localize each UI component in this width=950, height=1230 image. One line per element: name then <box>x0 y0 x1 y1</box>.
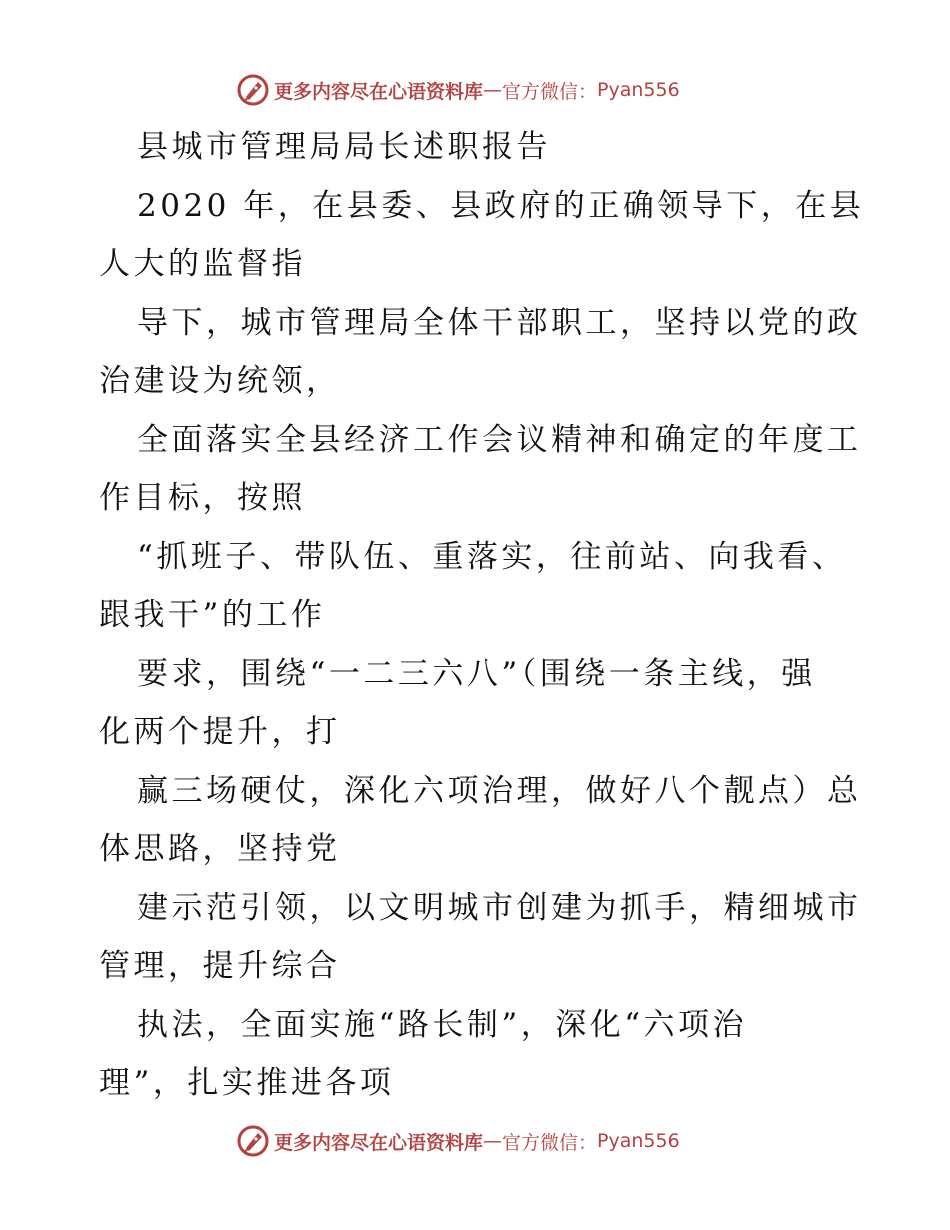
header-brand-text: 更多内容尽在心语资料库 <box>274 80 484 103</box>
paragraph-line: 治建设为统领， <box>99 363 341 399</box>
paragraph-line: 执法，全面实施“路长制”，深化“六项治 <box>137 1007 748 1043</box>
footer-wechat-id: Pyan556 <box>597 1130 680 1152</box>
paragraph-line: 体思路，坚持党 <box>99 831 341 867</box>
paragraph-line: “抓班子、带队伍、重落实，往前站、向我看、 <box>137 539 847 575</box>
footer-separator: — <box>483 1130 503 1152</box>
footer-brand-text: 更多内容尽在心语资料库 <box>274 1131 484 1154</box>
header-wechat-id: Pyan556 <box>597 79 680 101</box>
header-wechat-label: 官方微信： <box>502 80 598 103</box>
paragraph-line: 全面落实全县经济工作会议精神和确定的年度工 <box>137 422 862 458</box>
footer-banner <box>236 1123 680 1159</box>
document-title: 县城市管理局局长述职报告 <box>137 129 551 165</box>
paragraph-line: 要求，围绕“一二三六八”（围绕一条主线，强 <box>137 656 816 692</box>
header-separator: — <box>483 79 503 101</box>
paragraph-line: 2020 年，在县委、县政府的正确领导下，在县 <box>137 188 865 224</box>
paragraph-line: 人大的监督指 <box>99 246 306 282</box>
pen-nib-logo-icon <box>236 1124 270 1158</box>
paragraph-line: 作目标，按照 <box>99 480 306 516</box>
paragraph-line: 赢三场硬仗，深化六项治理，做好八个靓点）总 <box>137 773 862 809</box>
paragraph-line: 管理，提升综合 <box>99 948 341 984</box>
paragraph-line: 跟我干”的工作 <box>99 597 326 633</box>
paragraph-line: 理”，扎实推进各项 <box>99 1065 395 1101</box>
footer-wechat-label: 官方微信： <box>502 1131 598 1154</box>
header-banner <box>236 72 680 108</box>
pen-nib-logo-icon <box>236 73 270 107</box>
paragraph-line: 导下，城市管理局全体干部职工，坚持以党的政 <box>137 305 862 341</box>
paragraph-line: 建示范引领，以文明城市创建为抓手，精细城市 <box>137 890 862 926</box>
paragraph-line: 化两个提升，打 <box>99 714 341 750</box>
